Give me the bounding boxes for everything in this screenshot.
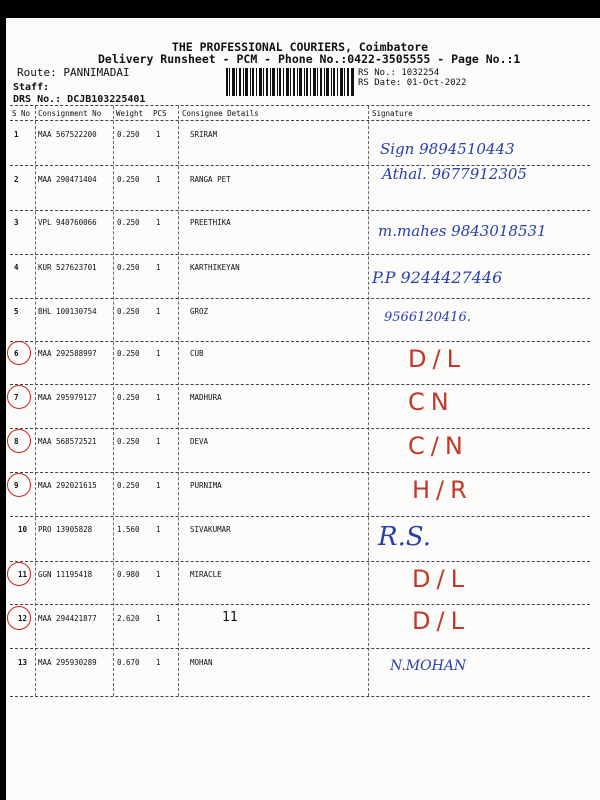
row-sno: 7 — [14, 393, 19, 402]
row-pcs: 1 — [156, 570, 161, 579]
row-pcs: 1 — [156, 218, 161, 227]
row-circle-mark — [7, 606, 31, 630]
row-divider — [10, 604, 590, 605]
row-pcs: 1 — [156, 307, 161, 316]
row-consignment-no: VPL 940760066 — [38, 218, 97, 227]
route-label: Route: PANNIMADAI — [17, 66, 130, 79]
row-consignee: CUB — [190, 349, 204, 358]
row-signature: Athal. 9677912305 — [382, 165, 527, 183]
row-consignee: 11 — [222, 610, 238, 625]
row-signature: CN — [408, 388, 455, 416]
row-consignment-no: KUR 527623701 — [38, 263, 97, 272]
row-consignment-no: MAA 292588997 — [38, 349, 97, 358]
row-consignee: MADHURA — [190, 393, 222, 402]
row-circle-mark — [7, 341, 31, 365]
row-sno: 11 — [18, 570, 28, 579]
row-circle-mark — [7, 562, 31, 586]
row-consignment-no: MAA 568572521 — [38, 437, 97, 446]
row-pcs: 1 — [156, 393, 161, 402]
staff-label: Staff: — [13, 82, 50, 93]
row-consignment-no: MAA 290471404 — [38, 175, 97, 184]
row-consignee: PREETHIKA — [190, 218, 231, 227]
row-weight: 0.250 — [117, 437, 140, 446]
row-sno: 1 — [14, 130, 19, 139]
row-divider — [10, 298, 590, 299]
rs-number: RS No.: 1032254 — [358, 68, 440, 78]
row-pcs: 1 — [156, 614, 161, 623]
col-consignment: Consignment No — [38, 109, 102, 118]
row-weight: 0.670 — [117, 658, 140, 667]
row-signature: Sign 9894510443 — [380, 140, 515, 158]
row-pcs: 1 — [156, 175, 161, 184]
row-circle-mark — [7, 385, 31, 409]
row-signature: H/R — [412, 476, 473, 504]
col-divider — [35, 106, 36, 696]
row-weight: 0.250 — [117, 130, 140, 139]
row-signature: N.MOHAN — [390, 658, 467, 674]
row-weight: 0.250 — [117, 393, 140, 402]
row-weight: 0.250 — [117, 175, 140, 184]
row-weight: 0.250 — [117, 218, 140, 227]
row-consignee: GROZ — [190, 307, 209, 316]
row-consignment-no: MAA 567522200 — [38, 130, 97, 139]
row-consignee: MIRACLE — [190, 570, 222, 579]
row-signature: D/L — [412, 565, 470, 593]
col-weight: Weight — [116, 109, 144, 118]
company-title: THE PROFESSIONAL COURIERS, Coimbatore — [171, 40, 429, 54]
col-divider — [113, 106, 114, 696]
row-signature: C/N — [408, 432, 469, 460]
row-signature: D/L — [412, 607, 470, 635]
row-sno: 5 — [14, 307, 19, 316]
col-divider — [178, 106, 179, 696]
row-pcs: 1 — [156, 437, 161, 446]
row-divider — [10, 341, 590, 342]
col-divider — [368, 106, 369, 696]
row-pcs: 1 — [156, 658, 161, 667]
row-divider — [10, 210, 590, 211]
row-sno: 2 — [14, 175, 19, 184]
row-pcs: 1 — [156, 130, 161, 139]
barcode-image — [226, 68, 354, 96]
row-pcs: 1 — [156, 525, 161, 534]
row-consignee: PURNIMA — [190, 481, 222, 490]
row-signature: D/L — [408, 345, 466, 373]
rs-date: RS Date: 01-Oct-2022 — [358, 78, 467, 88]
row-sno: 3 — [14, 218, 19, 227]
row-sno: 9 — [14, 481, 19, 490]
row-consignee: DEVA — [190, 437, 209, 446]
header-divider — [10, 105, 590, 106]
col-consignee: Consignee Details — [182, 109, 259, 118]
row-pcs: 1 — [156, 481, 161, 490]
row-consignee: RANGA PET — [190, 175, 231, 184]
row-signature: m.mahes 9843018531 — [378, 222, 547, 240]
row-divider — [10, 254, 590, 255]
row-consignee: SIVAKUMAR — [190, 525, 231, 534]
row-consignment-no: MAA 294421877 — [38, 614, 97, 623]
row-sno: 6 — [14, 349, 19, 358]
row-weight: 0.250 — [117, 263, 140, 272]
row-divider — [10, 384, 590, 385]
row-weight: 0.250 — [117, 349, 140, 358]
row-sno: 10 — [18, 525, 28, 534]
row-consignment-no: MAA 295930289 — [38, 658, 97, 667]
column-header-divider — [10, 120, 590, 121]
row-signature: 9566120416. — [384, 310, 471, 325]
row-consignment-no: BHL 100130754 — [38, 307, 97, 316]
row-sno: 12 — [18, 614, 28, 623]
row-divider — [10, 648, 590, 649]
col-signature: Signature — [372, 109, 413, 118]
row-pcs: 1 — [156, 263, 161, 272]
drs-number: DRS No.: DCJB103225401 — [13, 94, 146, 105]
row-consignment-no: GGN 11195418 — [38, 570, 93, 579]
col-sno: S No — [12, 109, 31, 118]
row-divider — [10, 472, 590, 473]
row-weight: 2.620 — [117, 614, 140, 623]
row-consignment-no: PRO 13905828 — [38, 525, 93, 534]
row-divider — [10, 516, 590, 517]
row-divider — [10, 696, 590, 697]
runsheet-subtitle: Delivery Runsheet - PCM - Phone No.:0422-3505555 - Page No.:1 — [98, 52, 521, 66]
row-consignment-no: MAA 292021615 — [38, 481, 97, 490]
row-consignee: MOHAN — [190, 658, 213, 667]
row-sno: 8 — [14, 437, 19, 446]
row-consignment-no: MAA 295979127 — [38, 393, 97, 402]
row-circle-mark — [7, 473, 31, 497]
row-sno: 13 — [18, 658, 28, 667]
row-weight: 0.250 — [117, 481, 140, 490]
row-circle-mark — [7, 429, 31, 453]
row-divider — [10, 428, 590, 429]
row-signature: R.S. — [378, 522, 431, 552]
row-pcs: 1 — [156, 349, 161, 358]
row-consignee: KARTHIKEYAN — [190, 263, 240, 272]
col-pcs: PCS — [153, 109, 167, 118]
row-consignee: SRIRAM — [190, 130, 218, 139]
row-divider — [10, 561, 590, 562]
row-sno: 4 — [14, 263, 19, 272]
row-weight: 0.250 — [117, 307, 140, 316]
row-signature: P.P 9244427446 — [372, 268, 503, 287]
row-weight: 0.980 — [117, 570, 140, 579]
row-weight: 1.560 — [117, 525, 140, 534]
